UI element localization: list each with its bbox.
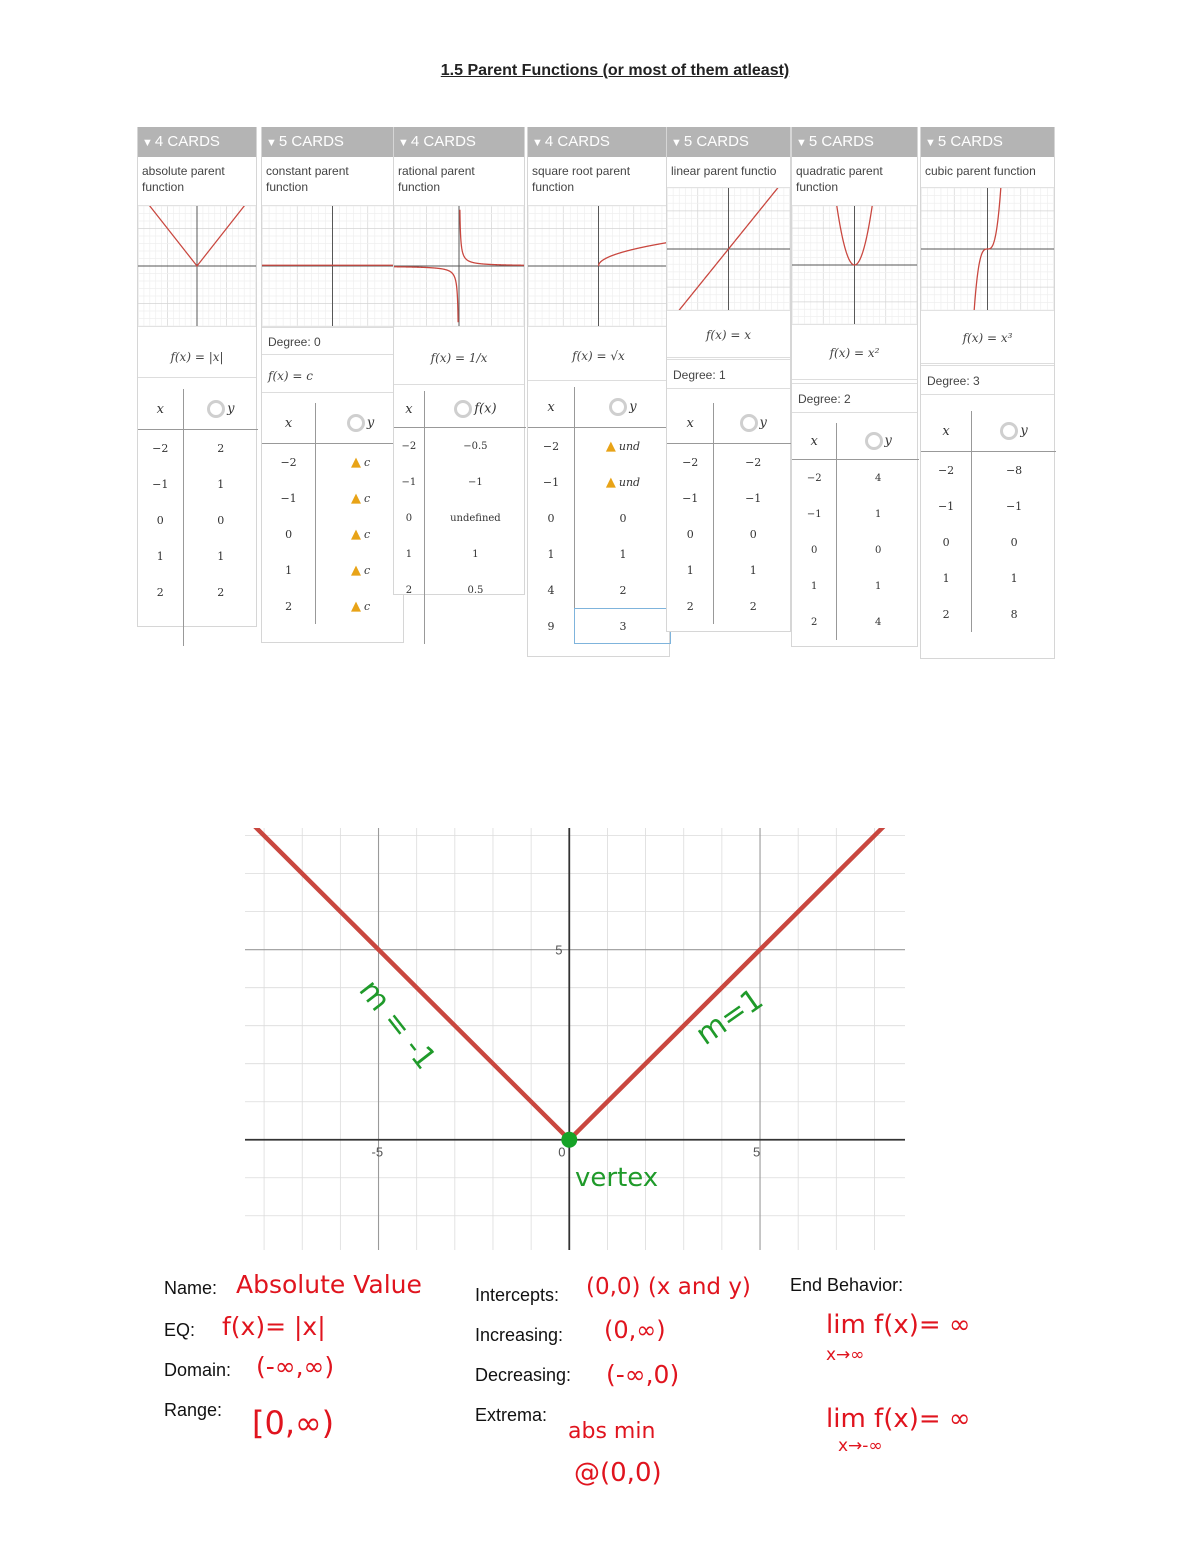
card-header[interactable] — [262, 127, 403, 157]
thumbnail-graph — [667, 187, 790, 311]
chevron-down-icon: ▼ — [266, 137, 277, 149]
increasing-label: Increasing: — [475, 1325, 564, 1345]
card-quadratic — [791, 127, 918, 647]
end-behavior-1: lim f(x)= ∞ — [826, 1310, 971, 1340]
intercepts-value: (0,0) (x and y) — [586, 1274, 751, 1300]
table-row: 9 3 — [528, 608, 671, 644]
end-behavior-2-sub: x→-∞ — [838, 1436, 883, 1456]
eq-value: f(x)= |x| — [222, 1312, 326, 1341]
table-row: 1 1 — [138, 538, 258, 574]
card-count: 5 CARDS — [683, 133, 749, 150]
table-row: −2 −8 — [921, 452, 1056, 489]
table-row: −1 ▲ und — [528, 464, 671, 500]
toggle-circle-icon[interactable] — [609, 398, 627, 416]
domain-value: (-∞,∞) — [256, 1352, 335, 1381]
card-header[interactable] — [921, 127, 1054, 157]
end-behavior-2: lim f(x)= ∞ — [826, 1404, 971, 1434]
table-row: 0 undefined — [394, 500, 526, 536]
card-name-line2: function — [796, 180, 839, 194]
col-x: x — [667, 403, 714, 444]
degree-label: Degree: 0 — [262, 327, 403, 355]
equation: f(x) = 1/x — [394, 332, 524, 385]
col-x: x — [528, 387, 574, 428]
table-row: −2 ▲ und — [528, 428, 671, 465]
warning-icon: ▲ — [350, 598, 361, 614]
equation: f(x) = |x| — [138, 337, 256, 378]
left-slope-annotation: m = -1 — [351, 973, 443, 1077]
value-table — [528, 387, 671, 644]
table-row: −1 ▲ c — [262, 480, 405, 516]
card-header[interactable] — [528, 127, 669, 157]
page-title: 1.5 Parent Functions (or most of them atleast) — [440, 62, 790, 79]
x-tick-label: 0 — [558, 1144, 566, 1160]
card-linear — [666, 127, 791, 632]
value-table — [262, 403, 405, 624]
equation: f(x) = √x — [528, 332, 669, 381]
table-row: −2 4 — [792, 460, 919, 497]
card-header[interactable] — [792, 127, 917, 157]
card-square-root — [527, 127, 670, 657]
thumbnail-graph — [262, 205, 403, 327]
table-row: −1 −1 — [667, 480, 792, 516]
table-row: 2 ▲ c — [262, 588, 405, 624]
col-y: f(x) — [474, 401, 497, 417]
thumbnail-graph — [921, 187, 1054, 311]
warning-icon: ▲ — [350, 562, 361, 578]
card-count: 5 CARDS — [937, 133, 1003, 150]
thumbnail-graph — [792, 205, 917, 325]
chevron-down-icon: ▼ — [925, 137, 936, 149]
col-x: x — [262, 403, 316, 444]
value-table — [921, 411, 1056, 632]
table-row: 2 2 — [138, 574, 258, 610]
table-row: −1 −1 — [921, 488, 1056, 524]
card-name-line2: function — [398, 180, 441, 194]
card-name-line1: constant parent — [266, 164, 349, 178]
vertex-annotation: vertex — [575, 1163, 659, 1193]
card-name-line1: cubic parent function — [925, 164, 1036, 178]
value-table — [394, 391, 526, 644]
col-y: y — [629, 399, 637, 415]
card-name-line1: absolute parent — [142, 164, 225, 178]
toggle-circle-icon[interactable] — [454, 400, 472, 418]
extrema-label: Extrema: — [475, 1405, 548, 1425]
annotations — [352, 973, 770, 1193]
table-row: 2 0.5 — [394, 572, 526, 608]
end-behavior-1-sub: x→∞ — [826, 1345, 865, 1365]
table-row: −1 1 — [138, 466, 258, 502]
warning-icon: ▲ — [350, 526, 361, 542]
table-row: 2 8 — [921, 596, 1056, 632]
table-row: −2 −2 — [667, 444, 792, 481]
card-header[interactable] — [667, 127, 790, 157]
table-row: 1 1 — [394, 536, 526, 572]
chevron-down-icon: ▼ — [532, 137, 543, 149]
table-row: 2 2 — [667, 588, 792, 624]
value-table — [792, 423, 919, 640]
thumbnail-graph — [528, 205, 669, 327]
chevron-down-icon: ▼ — [671, 137, 682, 149]
range-value: [0,∞) — [252, 1404, 335, 1442]
x-tick-label: 5 — [753, 1144, 761, 1160]
table-row: 0 0 — [528, 500, 671, 536]
decreasing-label: Decreasing: — [475, 1365, 572, 1385]
warning-icon: ▲ — [350, 490, 361, 506]
equation: f(x) = c — [262, 359, 403, 393]
card-name-line1: square root parent — [532, 164, 631, 178]
table-row-empty — [138, 610, 258, 646]
card-count: 4 CARDS — [410, 133, 476, 150]
col-x: x — [792, 423, 837, 460]
graph-canvas — [245, 828, 905, 1250]
table-row: 0 ▲ c — [262, 516, 405, 552]
x-tick-label: -5 — [371, 1144, 384, 1160]
table-row: 0 0 — [138, 502, 258, 538]
card-cubic — [920, 127, 1055, 659]
equation: f(x) = x³ — [921, 313, 1054, 364]
card-rational — [393, 127, 525, 595]
table-row: 1 ▲ c — [262, 552, 405, 588]
col-x: x — [394, 391, 424, 428]
toggle-circle-icon[interactable] — [1000, 422, 1018, 440]
card-header[interactable] — [394, 127, 524, 157]
equation: f(x) = x² — [792, 327, 917, 380]
toggle-circle-icon[interactable] — [347, 414, 365, 432]
card-count: 4 CARDS — [544, 133, 610, 150]
col-y: y — [884, 433, 892, 449]
table-row: −2 2 — [138, 430, 258, 467]
card-name-line1: rational parent — [398, 164, 475, 178]
extrema-value-1: abs min — [568, 1419, 656, 1444]
card-name-line2: function — [142, 180, 185, 194]
chevron-down-icon: ▼ — [142, 137, 153, 149]
table-row: −1 1 — [792, 496, 919, 532]
table-row: 0 0 — [667, 516, 792, 552]
warning-icon: ▲ — [605, 474, 616, 490]
table-row: 1 1 — [792, 568, 919, 604]
toggle-circle-icon[interactable] — [865, 432, 883, 450]
table-row: −2 −0.5 — [394, 428, 526, 465]
card-absolute — [137, 127, 257, 627]
warning-icon: ▲ — [350, 454, 361, 470]
table-row: −1 −1 — [394, 464, 526, 500]
table-row: 1 1 — [667, 552, 792, 588]
absolute-value-curve — [245, 828, 905, 1140]
decreasing-value: (-∞,0) — [606, 1360, 680, 1389]
degree-label: Degree: 3 — [921, 365, 1054, 395]
end-behavior-label: End Behavior: — [790, 1275, 904, 1295]
y-tick-label: 5 — [555, 942, 563, 958]
card-count: 5 CARDS — [278, 133, 344, 150]
toggle-circle-icon[interactable] — [207, 400, 225, 418]
card-constant — [261, 127, 404, 643]
absolute-value-graph — [245, 828, 905, 1250]
col-x: x — [921, 411, 972, 452]
card-name-line2: function — [266, 180, 309, 194]
table-row-empty — [394, 608, 526, 644]
col-y: y — [366, 415, 375, 431]
value-table — [138, 389, 258, 646]
table-row: 0 0 — [921, 524, 1056, 560]
intercepts-label: Intercepts: — [475, 1285, 560, 1305]
right-slope-annotation: m=1 — [689, 981, 770, 1053]
chevron-down-icon: ▼ — [796, 137, 807, 149]
table-row: −2 ▲ c — [262, 444, 405, 481]
name-label: Name: — [164, 1278, 218, 1298]
chevron-down-icon: ▼ — [398, 137, 409, 149]
table-row: 1 1 — [528, 536, 671, 572]
card-header[interactable] — [138, 127, 256, 157]
card-count: 4 CARDS — [154, 133, 220, 150]
table-row: 1 1 — [921, 560, 1056, 596]
col-x: x — [138, 389, 183, 430]
card-name-line1: linear parent functio — [671, 164, 777, 178]
card-count: 5 CARDS — [808, 133, 874, 150]
extrema-value-2: @(0,0) — [574, 1458, 662, 1488]
range-label: Range: — [164, 1400, 223, 1420]
toggle-circle-icon[interactable] — [740, 414, 758, 432]
thumbnail-graph — [394, 205, 524, 327]
table-row: 0 0 — [792, 532, 919, 568]
col-y: y — [227, 401, 235, 417]
domain-label: Domain: — [164, 1360, 232, 1380]
card-name-line1: quadratic parent — [796, 164, 883, 178]
vertex-point — [561, 1132, 577, 1148]
value-table — [667, 403, 792, 624]
col-y: y — [1020, 423, 1028, 439]
degree-label: Degree: 1 — [667, 359, 790, 389]
increasing-value: (0,∞) — [604, 1316, 666, 1344]
col-y: y — [759, 415, 767, 431]
card-name-line2: function — [532, 180, 575, 194]
warning-icon: ▲ — [605, 438, 616, 454]
equation: f(x) = x — [667, 313, 790, 358]
thumbnail-graph — [138, 205, 256, 327]
table-row: 4 2 — [528, 572, 671, 608]
table-row: 2 4 — [792, 604, 919, 640]
selected-cell[interactable]: 3 — [574, 608, 671, 644]
degree-label: Degree: 2 — [792, 383, 917, 413]
eq-label: EQ: — [164, 1320, 196, 1340]
name-value: Absolute Value — [236, 1270, 422, 1299]
